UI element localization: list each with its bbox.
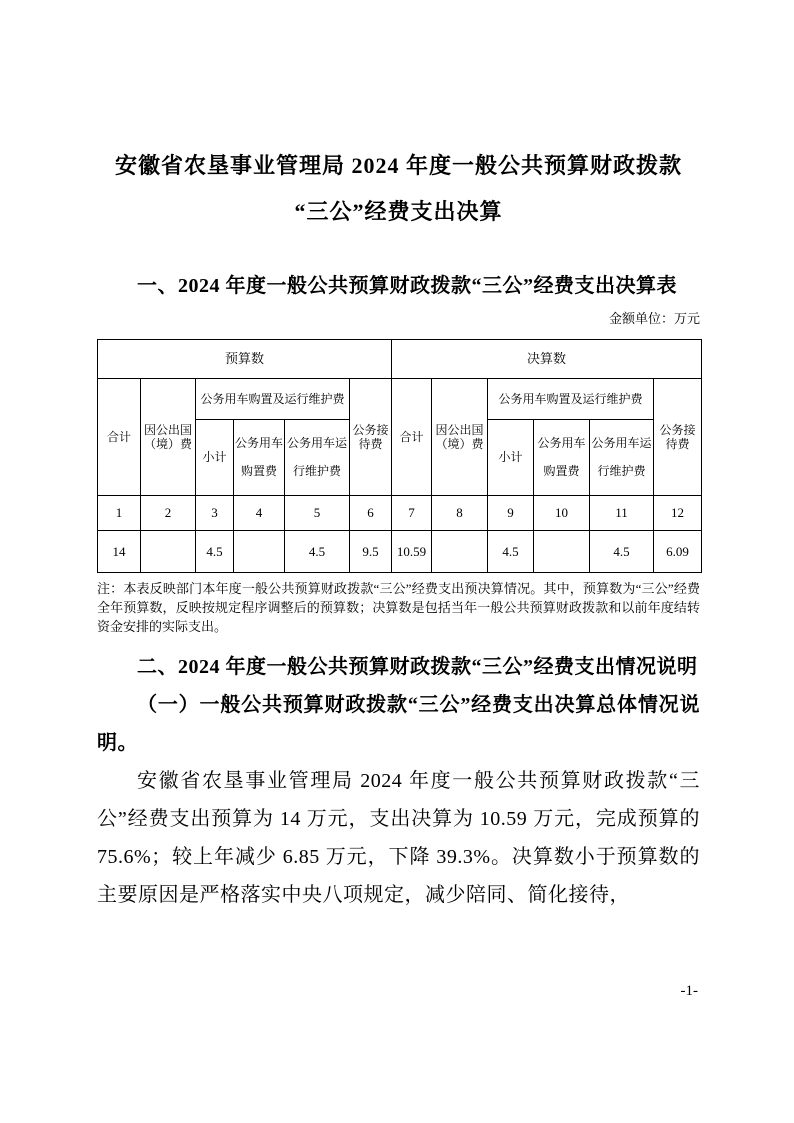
col-header-vehicle-purchase-budget: 公务用车购置费 — [234, 420, 285, 496]
col-header-vehicle-purchase-final: 公务用车购置费 — [534, 420, 590, 496]
col-header-vehicle-group-final: 公务用车购置及运行维护费 — [488, 379, 654, 420]
value-cell-abroad-final — [432, 531, 488, 573]
value-cell-vehicle-purchase-final — [534, 531, 590, 573]
column-number-cell: 5 — [285, 496, 350, 531]
value-cell-abroad-budget — [141, 531, 196, 573]
column-number-cell: 3 — [196, 496, 234, 531]
column-number-cell: 8 — [432, 496, 488, 531]
value-cell-subtotal-budget: 4.5 — [196, 531, 234, 573]
col-header-abroad-final: 因公出国（境）费 — [432, 379, 488, 496]
value-cell-total-final: 10.59 — [392, 531, 432, 573]
col-header-total-final: 合计 — [392, 379, 432, 496]
column-number-cell: 1 — [98, 496, 141, 531]
col-header-vehicle-group-budget: 公务用车购置及运行维护费 — [196, 379, 350, 420]
summary-paragraph: 安徽省农垦事业管理局 2024 年度一般公共预算财政拨款“三公”经费支出预算为 14 万元，支出决算为 10.59 万元，完成预算的 75.6%；较上年减少 6.85 万元，下降 39.3%。决算数小于预算数的主要原因是严格落实中央八项规定，减少陪同、简化接待， — [97, 770, 700, 906]
document-title-line2: “三公”经费支出决算 — [294, 199, 503, 224]
document-title — [97, 143, 700, 235]
col-header-total-budget: 合计 — [98, 379, 141, 496]
table-note: 注：本表反映部门本年度一般公共预算财政拨款“三公”经费支出预决算情况。其中，预算数为“三公”经费全年预算数，反映按规定程序调整后的预算数；决算数是包括当年一般公共预算财政拨款和以前年度结转资金安排的实际支出。 — [97, 581, 700, 634]
column-number-cell: 10 — [534, 496, 590, 531]
page-number: -1- — [680, 983, 698, 999]
document-content — [97, 0, 700, 914]
col-header-reception-budget: 公务接待费 — [350, 379, 392, 496]
column-number-cell: 2 — [141, 496, 196, 531]
sangong-expense-table — [97, 339, 702, 573]
column-number-cell: 9 — [488, 496, 534, 531]
column-number-cell: 11 — [590, 496, 654, 531]
document-title-line1: 安徽省农垦事业管理局 2024 年度一般公共预算财政拨款 — [114, 153, 682, 178]
column-number-cell: 12 — [654, 496, 702, 531]
amount-unit-label: 金额单位：万元 — [608, 311, 700, 326]
group-header-budget: 预算数 — [98, 340, 392, 379]
value-cell-vehicle-maintenance-final: 4.5 — [590, 531, 654, 573]
col-header-vehicle-maintenance-budget: 公务用车运行维护费 — [285, 420, 350, 496]
col-header-vehicle-maintenance-final: 公务用车运行维护费 — [590, 420, 654, 496]
value-cell-subtotal-final: 4.5 — [488, 531, 534, 573]
group-header-final: 决算数 — [392, 340, 702, 379]
value-cell-vehicle-purchase-budget — [234, 531, 285, 573]
col-header-reception-final: 公务接待费 — [654, 379, 702, 496]
value-cell-vehicle-maintenance-budget: 4.5 — [285, 531, 350, 573]
column-number-cell: 6 — [350, 496, 392, 531]
col-header-abroad-budget: 因公出国（境）费 — [141, 379, 196, 496]
column-number-cell: 4 — [234, 496, 285, 531]
col-header-subtotal-budget: 小计 — [196, 420, 234, 496]
value-cell-reception-final: 6.09 — [654, 531, 702, 573]
value-cell-total-budget: 14 — [98, 531, 141, 573]
section1-heading: 一、2024 年度一般公共预算财政拨款“三公”经费支出决算表 — [137, 275, 677, 297]
section2-heading: 二、2024 年度一般公共预算财政拨款“三公”经费支出情况说明 — [137, 656, 698, 678]
subsection1-heading: （一）一般公共预算财政拨款“三公”经费支出决算总体情况说明。 — [97, 694, 700, 754]
column-number-cell: 7 — [392, 496, 432, 531]
value-cell-reception-budget: 9.5 — [350, 531, 392, 573]
col-header-subtotal-final: 小计 — [488, 420, 534, 496]
